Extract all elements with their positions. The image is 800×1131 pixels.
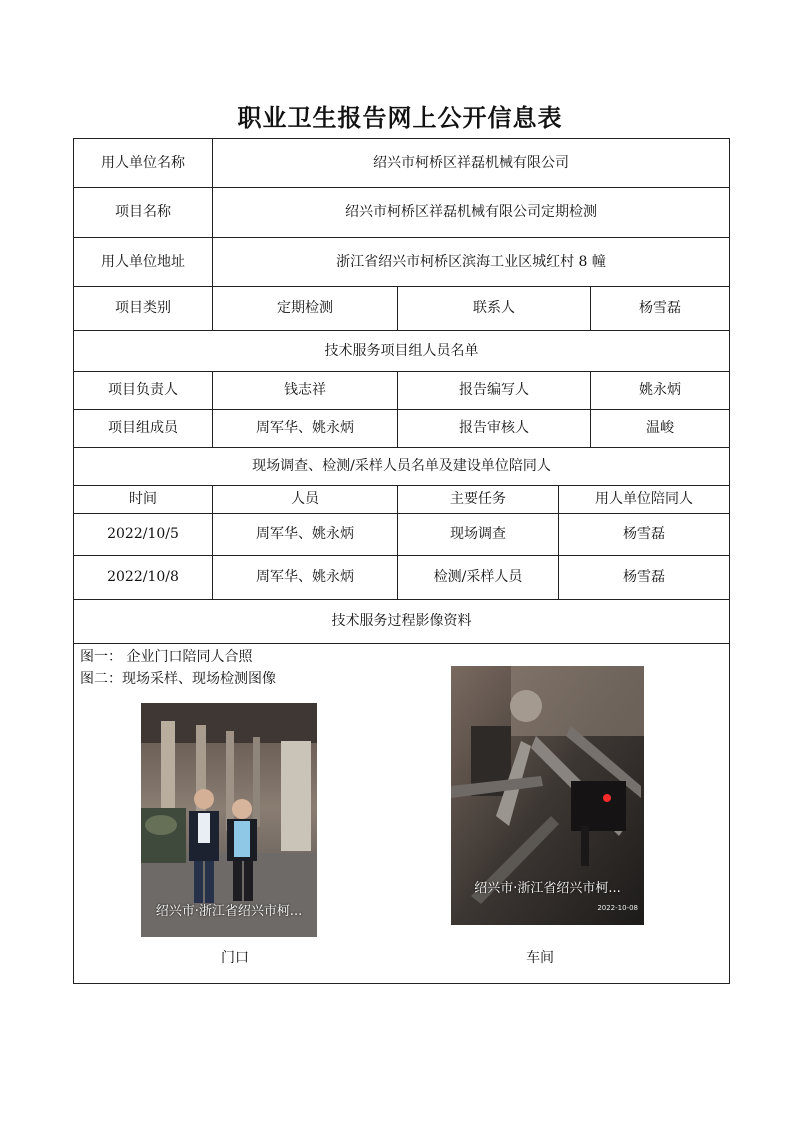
contact-value: 杨雪磊 xyxy=(591,287,730,331)
page-title: 职业卫生报告网上公开信息表 xyxy=(237,103,563,132)
leader-row xyxy=(74,372,730,410)
members-value: 周军华、姚永炳 xyxy=(213,410,398,448)
entrance-photo-caption: 门口 xyxy=(221,950,249,966)
workshop-photo-caption: 车间 xyxy=(526,950,554,966)
entrance-photo xyxy=(141,703,317,937)
address-label: 用人单位地址 xyxy=(74,238,213,287)
survey-col-escort: 用人单位陪同人 xyxy=(559,486,730,514)
survey-cell-personnel: 周军华、姚永炳 xyxy=(213,556,398,600)
category-value: 定期检测 xyxy=(213,287,398,331)
media-heading-row xyxy=(74,600,730,644)
members-row xyxy=(74,410,730,448)
survey-cell-escort: 杨雪磊 xyxy=(559,556,730,600)
figure-caption-1: 图一： 企业门口陪同人合照 xyxy=(80,649,253,665)
survey-cell-task: 检测/采样人员 xyxy=(398,556,559,600)
survey-cell-personnel: 周军华、姚永炳 xyxy=(213,514,398,556)
workshop-photo-watermark: 绍兴市·浙江省绍兴市柯... xyxy=(474,881,621,896)
reviewer-value: 温峻 xyxy=(591,410,730,448)
survey-header-row xyxy=(74,486,730,514)
survey-col-task: 主要任务 xyxy=(398,486,559,514)
employer-value: 绍兴市柯桥区祥磊机械有限公司 xyxy=(213,139,730,188)
survey-col-time: 时间 xyxy=(74,486,213,514)
media-heading: 技术服务过程影像资料 xyxy=(74,600,730,644)
media-row xyxy=(74,644,730,984)
entrance-photo-watermark: 绍兴市·浙江省绍兴市柯... xyxy=(155,904,303,919)
address-row xyxy=(74,238,730,287)
survey-heading: 现场调查、检测/采样人员名单及建设单位陪同人 xyxy=(74,448,730,486)
workshop-photo-date: 2022-10-08 xyxy=(597,904,638,912)
survey-col-personnel: 人员 xyxy=(213,486,398,514)
writer-value: 姚永炳 xyxy=(591,372,730,410)
employer-row xyxy=(74,139,730,188)
workshop-photo xyxy=(451,666,644,925)
category-row xyxy=(74,287,730,331)
survey-row xyxy=(74,556,730,600)
survey-cell-time: 2022/10/8 xyxy=(74,556,213,600)
employer-label: 用人单位名称 xyxy=(74,139,213,188)
survey-cell-time: 2022/10/5 xyxy=(74,514,213,556)
survey-row xyxy=(74,514,730,556)
info-table xyxy=(73,138,730,984)
media-cell xyxy=(74,644,730,984)
survey-heading-row xyxy=(74,448,730,486)
leader-label: 项目负责人 xyxy=(74,372,213,410)
team-heading-row xyxy=(74,331,730,372)
project-value: 绍兴市柯桥区祥磊机械有限公司定期检测 xyxy=(213,188,730,238)
figure-caption-2: 图二：现场采样、现场检测图像 xyxy=(80,671,276,687)
address-value: 浙江省绍兴市柯桥区滨海工业区城红村 8 幢 xyxy=(213,238,730,287)
reviewer-label: 报告审核人 xyxy=(398,410,591,448)
category-label: 项目类别 xyxy=(74,287,213,331)
survey-cell-escort: 杨雪磊 xyxy=(559,514,730,556)
leader-value: 钱志祥 xyxy=(213,372,398,410)
project-label: 项目名称 xyxy=(74,188,213,238)
project-row xyxy=(74,188,730,238)
writer-label: 报告编写人 xyxy=(398,372,591,410)
team-heading: 技术服务项目组人员名单 xyxy=(74,331,730,372)
contact-label: 联系人 xyxy=(398,287,591,331)
survey-cell-task: 现场调查 xyxy=(398,514,559,556)
entrance-photo-image xyxy=(141,703,317,937)
members-label: 项目组成员 xyxy=(74,410,213,448)
